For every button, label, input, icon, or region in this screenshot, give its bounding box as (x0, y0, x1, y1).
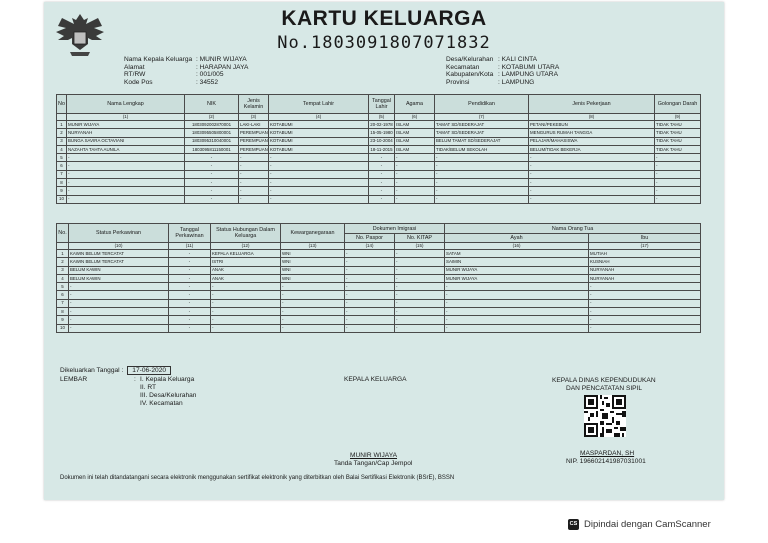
table-cell: KAWIN BELUM TERCATAT (69, 250, 169, 258)
col-header: No. KITAP (395, 234, 445, 243)
table-cell: - (435, 195, 529, 203)
table-row (57, 274, 701, 282)
table-cell: TIDAK/BELUM SEKOLAH (435, 145, 529, 153)
table-row (57, 154, 701, 162)
table-cell: MUNIR WIJAYA (67, 121, 185, 129)
table-cell: - (395, 283, 445, 291)
table-cell: - (269, 162, 369, 170)
table-cell: - (211, 299, 281, 307)
table-cell: 2 (57, 129, 67, 137)
table-row (57, 129, 701, 137)
table-cell: - (211, 283, 281, 291)
table-cell: - (211, 291, 281, 299)
table-row (57, 324, 701, 332)
col-header: Tempat Lahir (269, 95, 369, 114)
table-cell: - (529, 187, 655, 195)
table-row (57, 258, 701, 266)
table-cell: 20-02-1978 (369, 121, 395, 129)
table-cell: - (395, 179, 435, 187)
table-row (57, 162, 701, 170)
table-cell: 1803095811150001 (185, 145, 239, 153)
table-cell: - (369, 187, 395, 195)
table-cell: - (185, 187, 239, 195)
table-cell: TIDAK TAHU (655, 129, 701, 137)
table-cell: - (169, 250, 211, 258)
table-cell: SAIMIN (445, 258, 589, 266)
table-cell: KOTABUMI (269, 129, 369, 137)
table-cell: - (169, 258, 211, 266)
table-cell: - (281, 291, 345, 299)
table-cell: - (211, 316, 281, 324)
table-cell: - (239, 179, 269, 187)
table-cell: KOTABUMI (269, 121, 369, 129)
kepala-keluarga-name: MUNIR WIJAYA (350, 452, 398, 459)
table-cell: - (67, 170, 185, 178)
document-title: KARTU KELUARGA (281, 7, 487, 30)
table-cell: - (169, 324, 211, 332)
kepala-keluarga-title: KEPALA KELUARGA (344, 376, 407, 383)
col-header: Pendidikan (435, 95, 529, 114)
table-cell: - (395, 274, 445, 282)
table-cell: - (445, 291, 589, 299)
issued-date: 17-06-2020 (127, 366, 171, 375)
table-cell: - (345, 283, 395, 291)
table-cell: - (589, 283, 701, 291)
col-header: Agama (395, 95, 435, 114)
table-cell: - (69, 283, 169, 291)
table-cell: 10 (57, 324, 69, 332)
header-row: Kecamatan : KOTABUMI UTARA (446, 63, 560, 71)
table-cell: - (655, 179, 701, 187)
table-cell: - (369, 154, 395, 162)
table-cell: ISTRI (211, 258, 281, 266)
table-cell: ISLAM (395, 145, 435, 153)
table-cell: MUNIR WIJAYA (445, 266, 589, 274)
table-cell: - (169, 299, 211, 307)
family-status-table (56, 223, 701, 333)
table-cell: - (445, 324, 589, 332)
table-cell: TIDAK TAHU (655, 121, 701, 129)
table-cell: - (269, 154, 369, 162)
header-row: Kode Pos : 34552 (124, 78, 218, 86)
header-row: Kabupaten/Kota : LAMPUNG UTARA (446, 71, 558, 79)
table-cell: 3 (57, 137, 67, 145)
table-cell: - (529, 154, 655, 162)
table-cell: - (67, 179, 185, 187)
table-cell: KUSNIAH (589, 258, 701, 266)
table-cell: - (69, 291, 169, 299)
table-cell: TIDAK TAHU (655, 145, 701, 153)
dinas-official-name: MASPARDAN, SH (580, 450, 635, 457)
table-cell: - (655, 187, 701, 195)
table-cell: - (185, 154, 239, 162)
col-header: Jenis Pekerjaan (529, 95, 655, 114)
family-card-document (44, 2, 724, 500)
table-cell: - (529, 162, 655, 170)
col-header: Golongan Darah (655, 95, 701, 114)
table-cell: - (345, 324, 395, 332)
document-number: No.1803091807071832 (277, 33, 491, 53)
table-cell: 8 (57, 308, 69, 316)
header-right (446, 56, 559, 86)
table-cell: TAMAT SD/SEDERAJAT (435, 129, 529, 137)
table-cell: NURYANAH (589, 266, 701, 274)
col-header: Jenis Kelamin (239, 95, 269, 114)
table-row (57, 299, 701, 307)
table-cell: - (169, 283, 211, 291)
table-cell: - (395, 187, 435, 195)
table-cell: 4 (57, 145, 67, 153)
table-cell: 18-11-2015 (369, 145, 395, 153)
table-cell: PEREMPUAN (239, 129, 269, 137)
table-row (57, 250, 701, 258)
table-cell: 23-10-2004 (369, 137, 395, 145)
table-cell: BELUM/TIDAK BEKERJA (529, 145, 655, 153)
table-cell: KAWIN BELUM TERCATAT (69, 258, 169, 266)
table-cell: - (67, 195, 185, 203)
table-cell: - (169, 316, 211, 324)
table-cell: - (169, 308, 211, 316)
table-cell: - (185, 170, 239, 178)
table-cell: - (529, 170, 655, 178)
column-number-row: (1) (2) (3) (4) (5) (6) (7) (8) (9) (57, 114, 701, 121)
table-cell: 1803095505800001 (185, 129, 239, 137)
header-row: RT/RW : 001/005 (124, 71, 224, 79)
table-cell: - (269, 170, 369, 178)
col-header: Tanggal Lahir (369, 95, 395, 114)
table-cell: - (69, 308, 169, 316)
table-cell: ISLAM (395, 121, 435, 129)
table-cell: 1 (57, 121, 67, 129)
col-header: No (57, 95, 67, 114)
table-cell: NAZAHTA TAHTA AUNILA (67, 145, 185, 153)
col-header: Status Perkawinan (69, 224, 169, 243)
col-header: Ayah (445, 234, 589, 243)
table-cell: - (655, 170, 701, 178)
table-cell: - (655, 162, 701, 170)
table-cell: 1803092002870001 (185, 121, 239, 129)
table-cell: 8 (57, 179, 67, 187)
table-cell: - (589, 299, 701, 307)
table-cell: NURYANAH (589, 274, 701, 282)
table-row (57, 308, 701, 316)
table-cell: - (239, 162, 269, 170)
table-row (57, 195, 701, 203)
table-cell: PETANI/PEKEBUN (529, 121, 655, 129)
table-cell: - (281, 324, 345, 332)
table-cell: - (345, 299, 395, 307)
table-cell: 4 (57, 274, 69, 282)
table-cell: - (169, 266, 211, 274)
col-header: Nama Orang Tua (445, 224, 701, 234)
header-left (124, 56, 248, 86)
column-number-row: (10) (11) (12) (13) (14) (15) (16) (17) (57, 243, 701, 250)
lembar-separator: : (134, 376, 136, 383)
table-cell: - (529, 195, 655, 203)
table-cell: - (67, 154, 185, 162)
table-cell: BELUM TAMAT SD/SEDERAJAT (435, 137, 529, 145)
table-cell: - (589, 308, 701, 316)
table-cell: - (435, 187, 529, 195)
table-row (57, 316, 701, 324)
table-cell: 9 (57, 187, 67, 195)
table-cell: - (211, 324, 281, 332)
col-header: No. Paspor (345, 234, 395, 243)
table-cell: TIDAK TAHU (655, 137, 701, 145)
table-cell: - (169, 274, 211, 282)
table-cell: MUTIAH (589, 250, 701, 258)
table-cell: - (67, 187, 185, 195)
table-cell: 15-05-1980 (369, 129, 395, 137)
table-cell: - (395, 324, 445, 332)
table-cell: NURYANAH (67, 129, 185, 137)
table-cell: - (345, 308, 395, 316)
table-cell: 5 (57, 154, 67, 162)
table-cell: - (69, 316, 169, 324)
table-cell: - (395, 170, 435, 178)
table-cell: 6 (57, 162, 67, 170)
table-cell: - (169, 291, 211, 299)
col-header: Status Hubungan Dalam Keluarga (211, 224, 281, 243)
table-cell: - (345, 291, 395, 299)
table-cell: PEREMPUAN (239, 145, 269, 153)
electronic-signature-disclaimer: Dokumen ini telah ditandatangani secara elektronik menggunakan sertifikat elektronik yang diterbitkan oleh Balai Sertifikasi Elektronik (BSrE), BSSN (60, 475, 455, 481)
table-row (57, 179, 701, 187)
table-row (57, 283, 701, 291)
table-cell: - (395, 195, 435, 203)
table-cell: KEPALA KELUARGA (211, 250, 281, 258)
table-cell: 1803095310040001 (185, 137, 239, 145)
table-cell: 3 (57, 266, 69, 274)
table-cell: - (239, 170, 269, 178)
table-cell: - (345, 250, 395, 258)
table-cell: - (445, 308, 589, 316)
table-cell: BELUM KAWIN (69, 274, 169, 282)
header-row: Nama Kepala Keluarga : MUNIR WIJAYA (124, 56, 247, 63)
col-header: Ibu (589, 234, 701, 243)
table-row (57, 145, 701, 153)
table-cell: - (395, 291, 445, 299)
table-cell: - (345, 316, 395, 324)
table-cell: - (369, 170, 395, 178)
table-cell: - (395, 308, 445, 316)
dinas-title-2: DAN PENCATATAN SIPIL (566, 385, 643, 392)
table-cell: WNI (281, 258, 345, 266)
table-cell: - (435, 154, 529, 162)
table-cell: - (211, 308, 281, 316)
table-cell: - (445, 283, 589, 291)
table-cell: - (589, 316, 701, 324)
table-cell: 9 (57, 316, 69, 324)
table-cell: WNI (281, 250, 345, 258)
table-cell: BUNGA SAVIRA OCTAVIANI (67, 137, 185, 145)
table-cell: 7 (57, 170, 67, 178)
table-cell: PELAJAR/MAHASISWA (529, 137, 655, 145)
table-cell: - (589, 324, 701, 332)
table-cell: - (529, 179, 655, 187)
table-cell: - (185, 195, 239, 203)
col-header: Kewarganegaraan (281, 224, 345, 243)
table-cell: MUNIR WIJAYA (445, 274, 589, 282)
table-cell: - (69, 299, 169, 307)
table-cell: - (345, 258, 395, 266)
table-cell: TAMAT SD/SEDERAJAT (435, 121, 529, 129)
table-cell: LAKI-LAKI (239, 121, 269, 129)
table-cell: - (655, 154, 701, 162)
table-cell: WNI (281, 274, 345, 282)
table-row (57, 170, 701, 178)
col-header: NIK (185, 95, 239, 114)
signature-caption: Tanda Tangan/Cap Jempol (334, 460, 413, 467)
table-cell: ANAK (211, 266, 281, 274)
table-cell: BELUM KAWIN (69, 266, 169, 274)
table-cell: 1 (57, 250, 69, 258)
table-cell: - (435, 162, 529, 170)
table-cell: 5 (57, 283, 69, 291)
header-row: Desa/Kelurahan : KALI CINTA (446, 56, 538, 63)
table-cell: - (269, 195, 369, 203)
col-header: Nama Lengkap (67, 95, 185, 114)
table-cell: - (185, 162, 239, 170)
table-row (57, 291, 701, 299)
table-cell: - (281, 316, 345, 324)
header-row: Alamat : HARAPAN JAYA (124, 63, 249, 71)
table-cell: - (185, 179, 239, 187)
family-members-table (56, 94, 701, 204)
table-cell: ISLAM (395, 129, 435, 137)
table-cell: ANAK (211, 274, 281, 282)
table-cell: - (445, 299, 589, 307)
dinas-official-nip: NIP. 196602141987031001 (566, 458, 646, 465)
table-cell: - (395, 316, 445, 324)
table-cell: KOTABUMI (269, 137, 369, 145)
header-row: Provinsi : LAMPUNG (446, 78, 535, 86)
table-cell: - (67, 162, 185, 170)
table-cell: - (239, 154, 269, 162)
table-cell: - (369, 179, 395, 187)
col-header: Tanggal Perkawinan (169, 224, 211, 243)
lembar-label: LEMBAR (60, 376, 88, 383)
table-cell: - (69, 324, 169, 332)
table-cell: - (435, 170, 529, 178)
table-cell: MENGURUS RUMAH TANGGA (529, 129, 655, 137)
table-cell: - (345, 266, 395, 274)
table-row (57, 266, 701, 274)
table-cell: - (239, 187, 269, 195)
table-cell: - (395, 299, 445, 307)
table-cell: - (395, 258, 445, 266)
camscanner-logo-icon: CS (568, 519, 579, 530)
table-row (57, 187, 701, 195)
lembar-list: I. Kepala Keluarga II. RT III. Desa/Kelurahan IV. Kecamatan (140, 376, 197, 407)
table-cell: - (589, 291, 701, 299)
table-cell: - (239, 195, 269, 203)
table-row (57, 137, 701, 145)
camscanner-watermark (568, 514, 711, 534)
table-cell: 6 (57, 291, 69, 299)
table-cell: PEREMPUAN (239, 137, 269, 145)
col-header: No. (57, 224, 69, 243)
table-cell: - (345, 274, 395, 282)
table-cell: - (269, 179, 369, 187)
table-cell: - (269, 187, 369, 195)
issued-date-line: Dikeluarkan Tanggal : 17-06-2020 (60, 366, 171, 375)
dinas-title-1: KEPALA DINAS KEPENDUDUKAN (552, 377, 656, 384)
table-cell: - (655, 195, 701, 203)
table-cell: - (395, 250, 445, 258)
table-cell: 10 (57, 195, 67, 203)
table-cell: - (369, 195, 395, 203)
table-cell: SATAM (445, 250, 589, 258)
table-cell: - (281, 308, 345, 316)
table-cell: WNI (281, 266, 345, 274)
qr-code-icon (584, 395, 626, 437)
camscanner-label: Dipindai dengan CamScanner (584, 518, 711, 530)
table-cell: - (395, 154, 435, 162)
table-cell: 7 (57, 299, 69, 307)
table-cell: - (445, 316, 589, 324)
table-row (57, 121, 701, 129)
table-cell: - (369, 162, 395, 170)
col-header: Dokumen Imigrasi (345, 224, 445, 234)
table-cell: - (281, 283, 345, 291)
table-cell: - (395, 162, 435, 170)
table-cell: - (281, 299, 345, 307)
table-cell: - (395, 266, 445, 274)
table-cell: 2 (57, 258, 69, 266)
table-cell: ISLAM (395, 137, 435, 145)
table-cell: - (435, 179, 529, 187)
table-cell: KOTABUMI (269, 145, 369, 153)
